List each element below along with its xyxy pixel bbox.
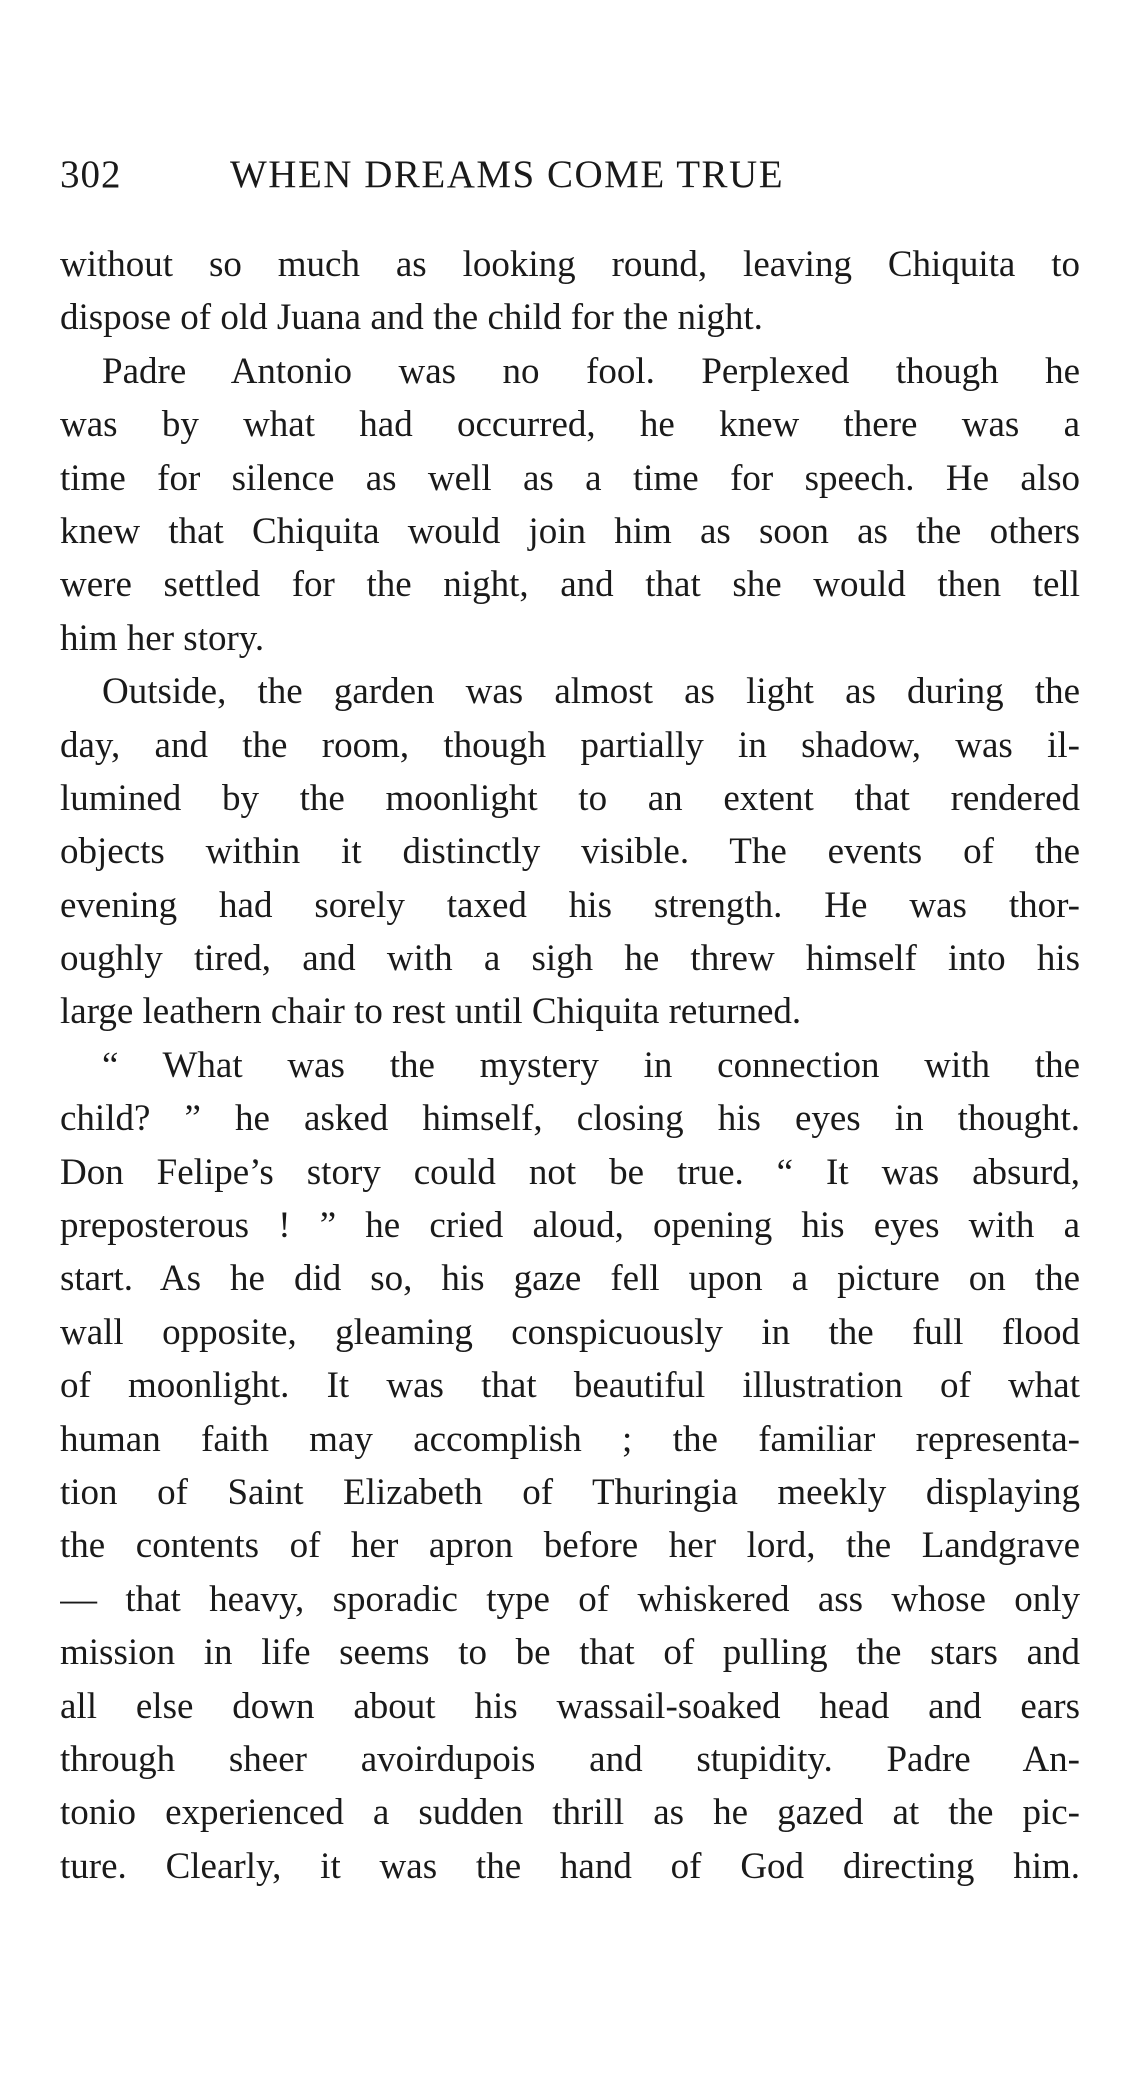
- text-line: were settled for the night, and that she would then tell: [60, 564, 1080, 606]
- text-line: knew that Chiquita would join him as soon as the others: [60, 510, 1080, 552]
- text-line: start. As he did so, his gaze fell upon a picture on the: [60, 1258, 1080, 1300]
- text-line: ture. Clearly, it was the hand of God directing him.: [60, 1845, 1080, 1887]
- running-title: WHEN DREAMS COME TRUE: [230, 153, 785, 196]
- text-line: — that heavy, sporadic type of whiskered ass whose only: [60, 1578, 1080, 1620]
- text-line: human faith may accomplish ; the familiar representa-: [60, 1418, 1080, 1460]
- text-line: the contents of her apron before her lord, the Landgrave: [60, 1525, 1080, 1567]
- text-line: tonio experienced a sudden thrill as he gazed at the pic-: [60, 1792, 1080, 1834]
- body-text: [60, 238, 1080, 1893]
- text-line: evening had sorely taxed his strength. He was thor-: [60, 884, 1080, 926]
- text-line: mission in life seems to be that of pulling the stars and: [60, 1632, 1080, 1674]
- text-line: was by what had occurred, he knew there was a: [60, 404, 1080, 446]
- text-line: without so much as looking round, leaving Chiquita to: [60, 244, 1080, 285]
- text-line: oughly tired, and with a sigh he threw himself into his: [60, 938, 1080, 980]
- text-line: dispose of old Juana and the child for the night.: [60, 297, 763, 339]
- running-head: [60, 150, 1080, 200]
- text-line: time for silence as well as a time for speech. He also: [60, 457, 1080, 499]
- text-line: of moonlight. It was that beautiful illustration of what: [60, 1365, 1080, 1407]
- text-line: “ What was the mystery in connection with the: [102, 1044, 1080, 1086]
- text-line: tion of Saint Elizabeth of Thuringia meekly displaying: [60, 1471, 1080, 1513]
- text-line: Don Felipe’s story could not be true. “ It was absurd,: [60, 1151, 1080, 1193]
- text-line: day, and the room, though partially in shadow, was il-: [60, 724, 1080, 766]
- text-line: all else down about his wassail-soaked head and ears: [60, 1685, 1080, 1727]
- text-line: child? ” he asked himself, closing his eyes in thought.: [60, 1098, 1080, 1140]
- text-line: objects within it distinctly visible. The events of the: [60, 831, 1080, 873]
- page-number: 302: [60, 153, 122, 196]
- text-line: lumined by the moonlight to an extent that rendered: [60, 777, 1080, 819]
- text-line: him her story.: [60, 617, 265, 659]
- text-line: Padre Antonio was no fool. Perplexed though he: [102, 350, 1080, 392]
- text-line: wall opposite, gleaming conspicuously in the full flood: [60, 1311, 1080, 1353]
- text-line: large leathern chair to rest until Chiquita returned.: [60, 991, 802, 1033]
- text-line: preposterous ! ” he cried aloud, opening his eyes with a: [60, 1205, 1080, 1247]
- text-line: through sheer avoirdupois and stupidity. Padre An-: [60, 1738, 1080, 1780]
- text-line: Outside, the garden was almost as light as during the: [102, 671, 1080, 713]
